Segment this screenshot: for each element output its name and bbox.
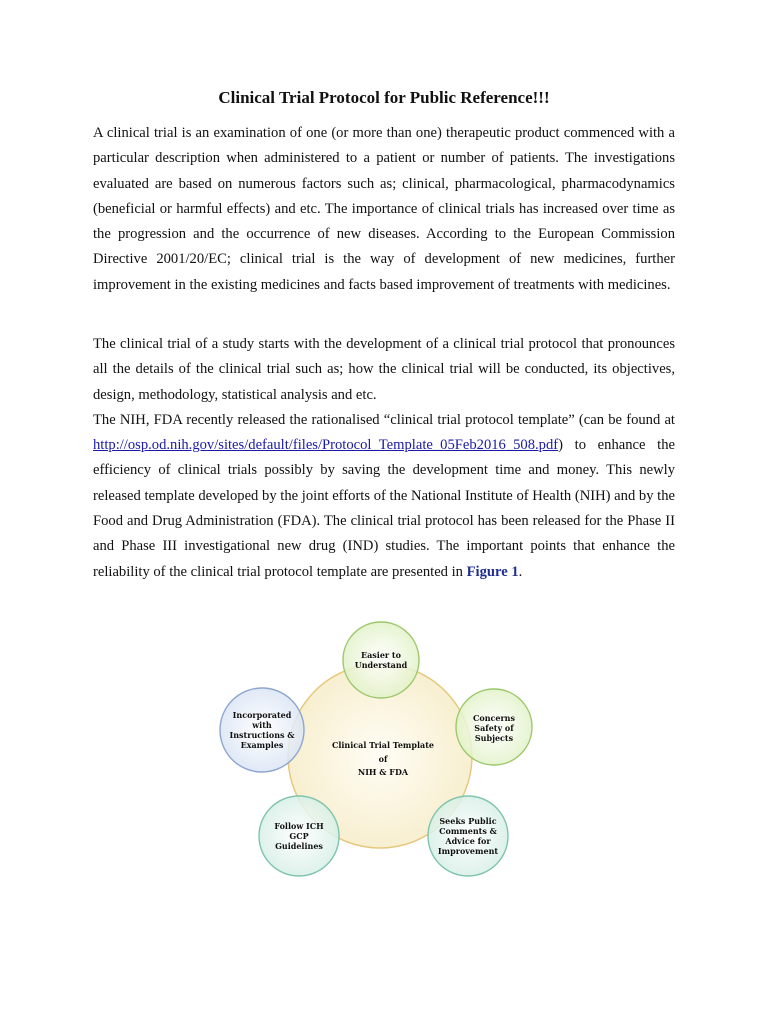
node-label-public-2: Comments & <box>439 826 497 836</box>
node-label-instructions-2: with <box>252 720 272 730</box>
node-label-public-3: Advice for <box>445 836 491 846</box>
center-label-line1: Clinical Trial Template <box>331 740 435 750</box>
node-label-understand-2: Understand <box>354 660 408 670</box>
node-label-instructions-4: Examples <box>240 740 284 750</box>
document-title: Clinical Trial Protocol for Public Reference!!! <box>218 88 550 107</box>
node-label-instructions-1: Incorporated <box>232 710 292 720</box>
node-label-public-1: Seeks Public <box>439 816 497 826</box>
node-label-instructions-3: Instructions & <box>229 730 295 740</box>
paragraph-intro: A clinical trial is an examination of one (or more than one) therapeutic product commenced with a particular description when administered to a patient or number of patients. The investigations evaluated are based on numerous factors such as; clinical, pharmacological, pharmacodynamics (beneficial or harmful effects) and etc. The importance of clinical trials has increased over time as the progression and the occurrence of new diseases. According to the European Commission Directive 2001/20/EC; clinical trial is the way of development of new medicines, further improvement in the existing medicines and facts based improvement of treatments with medicines. <box>93 125 675 293</box>
node-label-understand-1: Easier to <box>361 650 401 660</box>
node-label-ich-1: Follow ICH <box>274 821 324 831</box>
paragraph-template-start: The NIH, FDA recently released the rationalised “clinical trial protocol template” (can be found at <box>93 411 675 428</box>
center-label-line3: NIH & FDA <box>357 767 409 777</box>
node-label-safety-1: Concerns <box>472 713 516 723</box>
template-link[interactable]: http://osp.od.nih.gov/sites/default/files/Protocol_Template_05Feb2016_508.pdf <box>93 437 559 454</box>
paragraph-group <box>93 332 675 585</box>
paragraph-template-middle: ) to enhance the efficiency of clinical trials possibly by saving the development time and money. This newly released template developed by the joint efforts of the National Institute of Health (NIH) and by the Food and Drug Administration (FDA). The clinical trial protocol has been released for the Phase II and Phase III investigational new drug (IND) studies. The important points that enhance the reliability of the clinical trial protocol template are presented in <box>93 437 675 580</box>
node-label-public-4: Improvement <box>437 846 499 856</box>
node-label-safety-3: Subjects <box>474 733 514 743</box>
node-label-safety-2: Safety of <box>474 723 514 733</box>
paragraph-template-end: . <box>518 563 523 580</box>
template-diagram <box>200 612 560 892</box>
center-label-line2: of <box>378 754 388 764</box>
node-label-ich-2: GCP <box>289 831 309 841</box>
figure-reference-link[interactable]: Figure 1 <box>466 563 519 580</box>
paragraph-protocol: The clinical trial of a study starts with the development of a clinical trial protocol that pronounces all the details of the clinical trial such as; how the clinical trial will be conducted, its objectives, design, methodology, statistical analysis and etc. <box>93 336 675 403</box>
node-label-ich-3: Guidelines <box>275 841 323 851</box>
